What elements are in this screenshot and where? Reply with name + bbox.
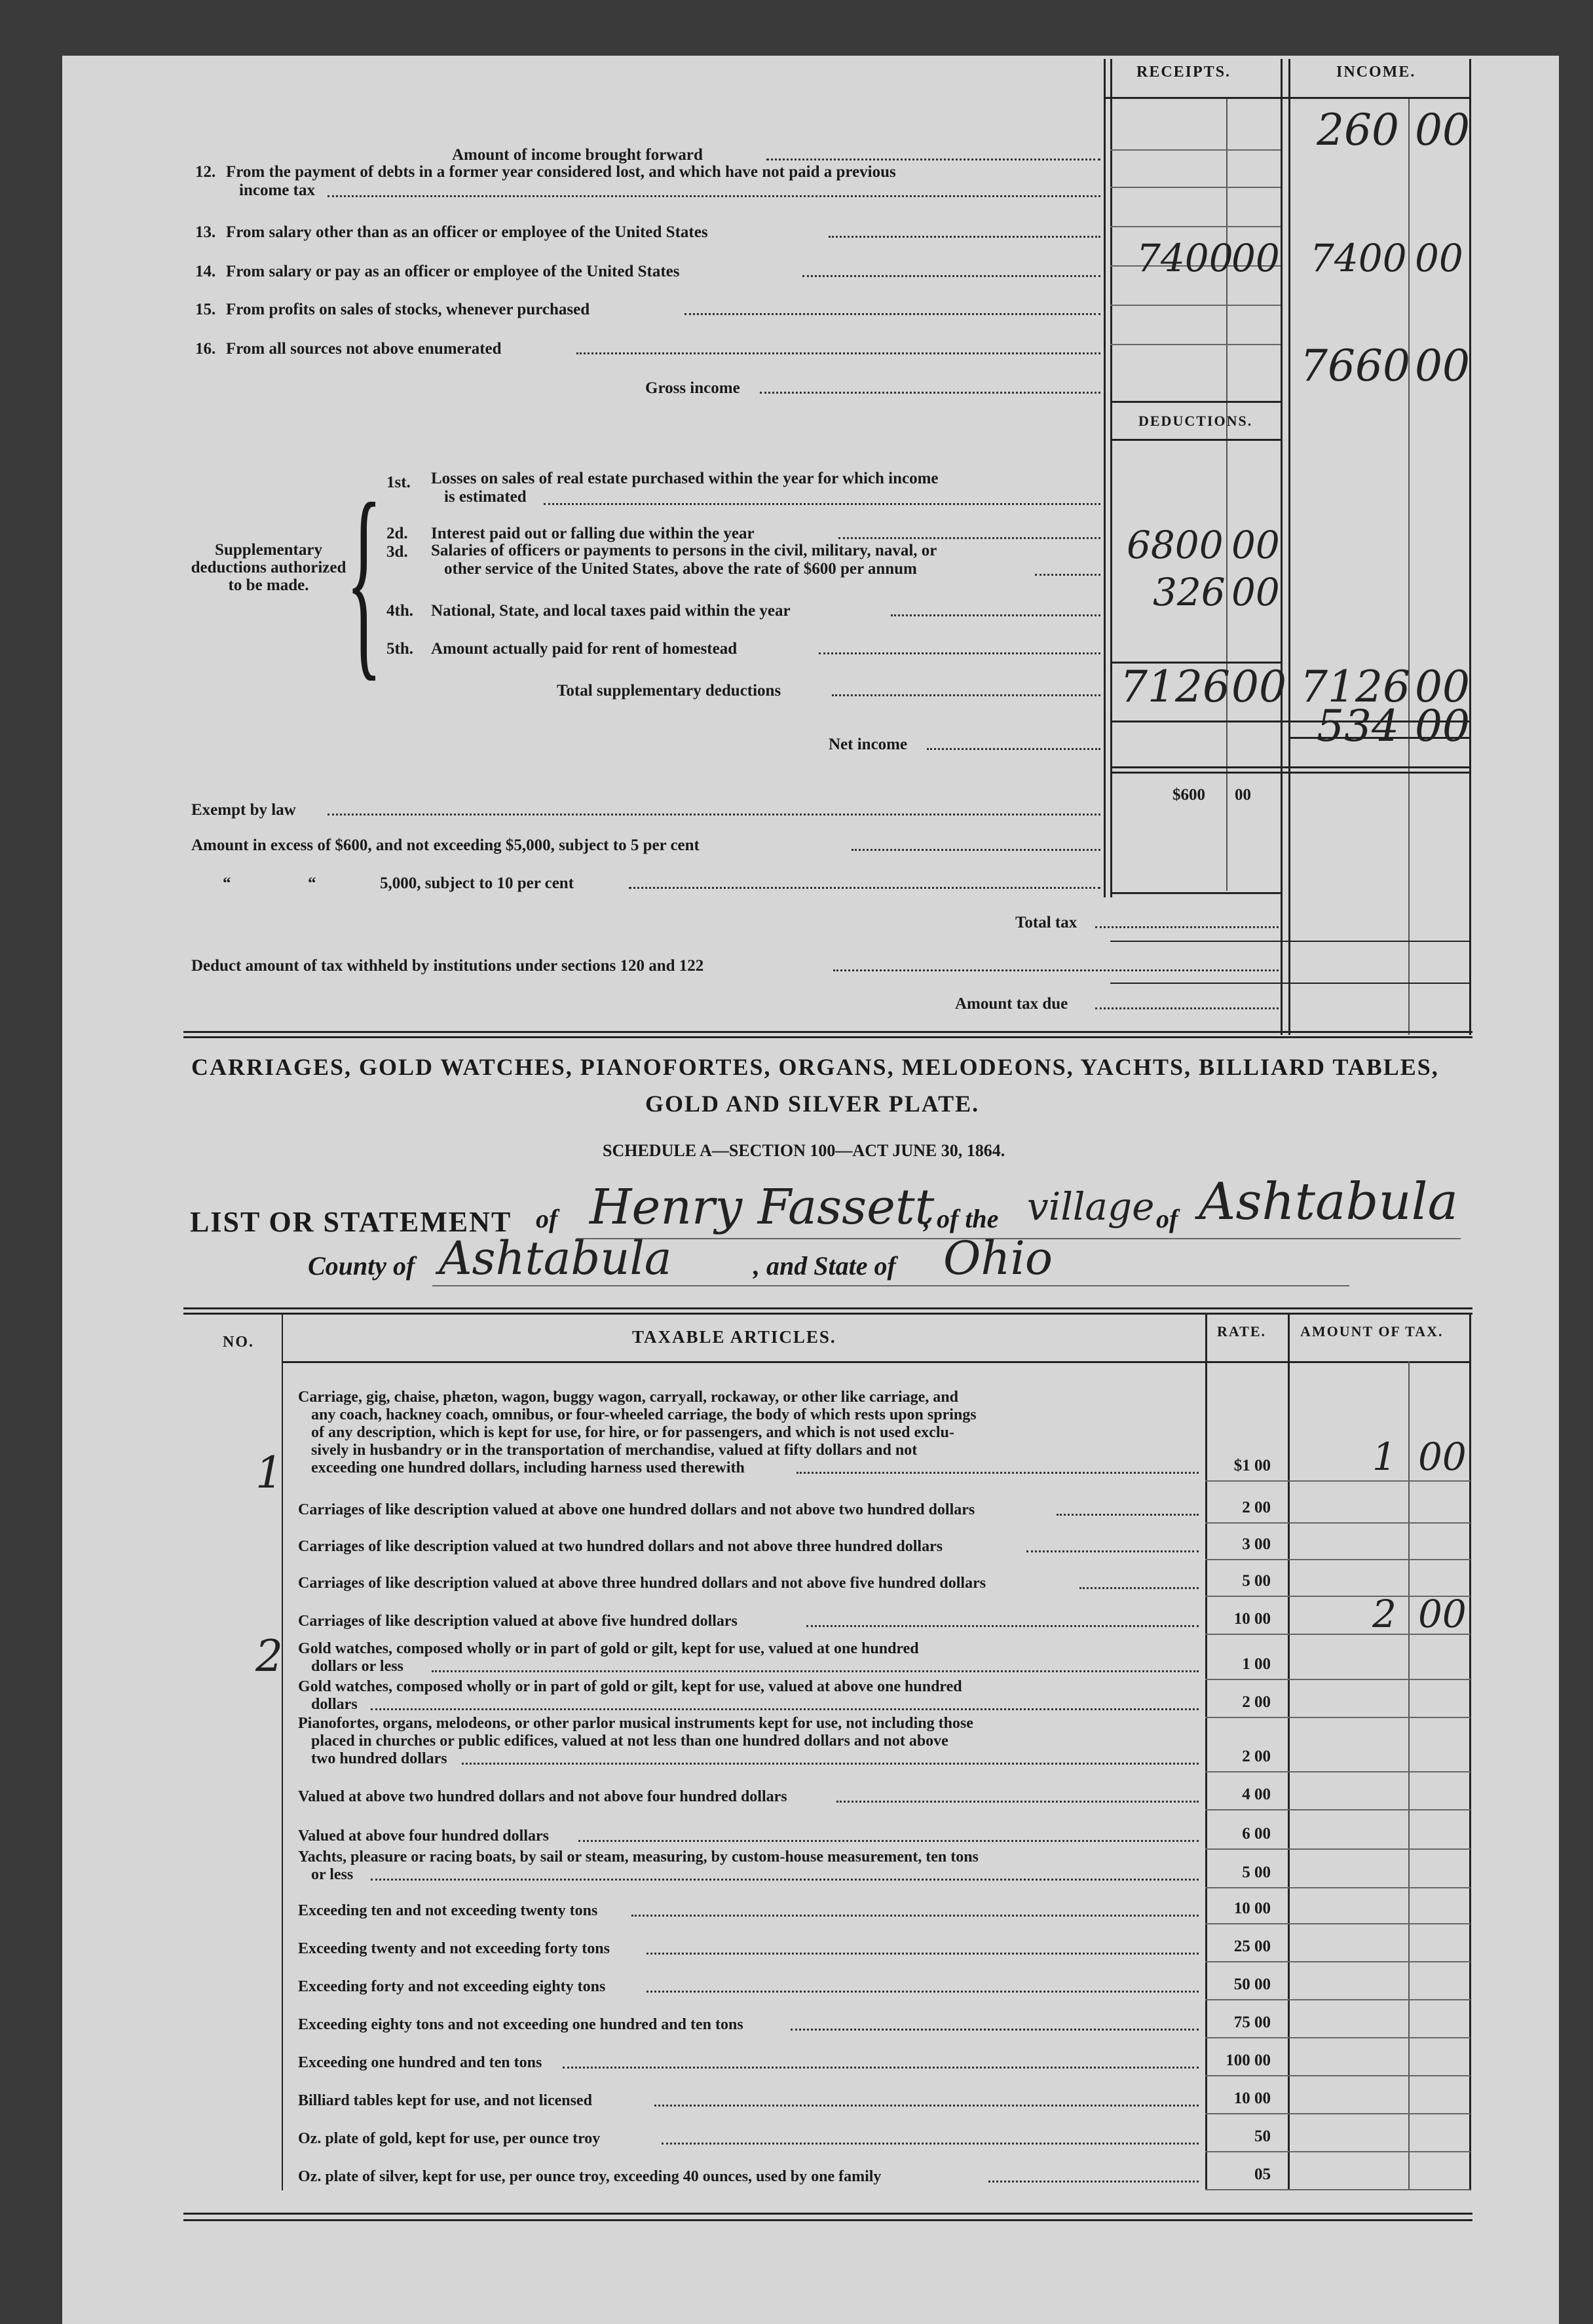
header-rule [282,1361,1471,1363]
brought-forward-cents: 00 [1415,105,1470,155]
leader [791,2029,1199,2031]
net-income-cents: 00 [1415,701,1470,751]
gross-income-label: Gross income [645,379,740,397]
article-text: Exceeding forty and not exceeding eighty tons [298,1978,606,1995]
article-text: exceeding one hundred dollars, including harness used therewith [311,1459,745,1476]
article-text: dollars or less [311,1658,403,1675]
leader [760,392,1100,394]
article-text: Gold watches, composed wholly or in part of gold or gilt, kept for use, valued at one hundred [298,1640,919,1657]
rate-value: 10 00 [1233,2090,1271,2107]
rule [1110,187,1281,188]
supp-5-number: 5th. [386,640,413,658]
of-label-1: of [536,1204,558,1233]
leader [838,537,1100,539]
supp-3-amount: 6800 [1127,523,1224,567]
leader [1079,1587,1199,1589]
supp-1-label: Losses on sales of real estate purchased within the year for which income [431,470,939,487]
amount-of-tax: 1 [1372,1434,1396,1479]
rate-value: $1 00 [1233,1457,1271,1474]
leader [833,969,1279,971]
exempt-amount: $600 [1172,786,1205,804]
supp-2-label: Interest paid out or falling due within the year [431,525,755,542]
article-text: Carriages of like description valued at two hundred dollars and not above three hundred dollars [298,1538,943,1555]
schedule-title-1: CARRIAGES, GOLD WATCHES, PIANOFORTES, ORGANS, MELODEONS, YACHTS, BILLIARD TABLES, [191,1054,1439,1080]
leader [802,275,1100,277]
amount-of-tax-cents: 00 [1418,1434,1467,1479]
total-supp-income: 7126 [1300,662,1410,712]
line12-label: From the payment of debts in a former year considered lost, and which have not paid a previous [226,163,896,181]
row-rule [1205,1961,1471,1962]
supp-3-number: 3d. [386,543,408,561]
article-text: Valued at above two hundred dollars and not above four hundred dollars [298,1788,787,1805]
leader [829,236,1100,238]
rule [1110,344,1281,345]
row-rule [1205,1771,1471,1772]
col-rule-no [282,1313,283,2190]
rule [1110,149,1281,151]
rate-value: 50 [1254,2127,1271,2145]
article-text: Exceeding ten and not exceeding twenty tons [298,1902,598,1919]
leader [544,503,1100,505]
leader [462,1763,1199,1765]
receipts-left-rule [1104,59,1106,897]
leader [1095,926,1279,928]
table-top-rule [183,1307,1472,1309]
leader [927,748,1100,750]
row-rule [1205,1717,1471,1718]
col-rate-header: RATE. [1217,1323,1266,1340]
article-text: sively in husbandry or in the transportation of merchandise, valued at fifty dollars and not [311,1442,918,1459]
row-rule [1205,2113,1471,2114]
article-text: any coach, hackney coach, omnibus, or four-wheeled carriage, the body of which rests upon springs [311,1406,977,1423]
supp-1-number: 1st. [386,474,411,491]
total-tax-label: Total tax [1015,914,1078,931]
col-rule-cents [1408,1361,1410,2190]
amount-of-tax: 2 [1372,1592,1396,1636]
rate-value: 75 00 [1233,2014,1271,2031]
table-bottom-rule [183,2213,1472,2215]
income-right-rule [1469,59,1471,1035]
supp-5-label: Amount actually paid for rent of homestead [431,640,738,658]
supp-4-number: 4th. [386,602,413,620]
supp-4-amount: 326 [1153,570,1226,614]
schedule-subtitle: SCHEDULE A—SECTION 100—ACT JUNE 30, 1864. [603,1141,1005,1160]
brace: { [346,460,383,699]
line16-label: From all sources not above enumerated [226,340,502,358]
leader [1095,1007,1279,1009]
section-divider-2 [183,1036,1472,1038]
supplementary-label: Supplementary deductions authorized to be made. [191,541,347,594]
leader [432,1670,1199,1672]
income-cents-rule [1408,98,1410,1035]
article-text: Billiard tables kept for use, and not licensed [298,2092,592,2109]
leader [371,1879,1199,1881]
place-type: village [1027,1184,1155,1229]
rate-value: 1 00 [1242,1655,1271,1673]
deduct-withheld-label: Deduct amount of tax withheld by institutions under sections 120 and 122 [191,957,704,975]
row-rule [1205,1887,1471,1888]
row-rule [1205,2151,1471,2152]
rate-value: 5 00 [1242,1864,1271,1881]
table-top-rule-2 [183,1313,1472,1315]
line14-number: 14. [195,263,216,280]
leader [684,313,1100,315]
ditto-mark-2: “ [308,874,316,892]
rate-value: 5 00 [1242,1572,1271,1590]
rule [1110,983,1471,984]
county-underline [432,1285,1349,1286]
rate-value: 4 00 [1242,1786,1271,1803]
supp-4-cents: 00 [1231,570,1280,614]
article-text: Carriages of like description valued at above one hundred dollars and not above two hundred dollars [298,1501,975,1518]
deductions-header: DEDUCTIONS. [1138,413,1253,429]
rate-value: 100 00 [1226,2052,1271,2069]
supp-4-label: National, State, and local taxes paid within the year [431,602,791,620]
leader [328,814,1100,815]
row-rule [1205,1848,1471,1850]
rule [1110,892,1282,894]
col-rule-amount [1288,1313,1290,2190]
brought-forward-label: Amount of income brought forward [452,146,703,164]
line15-label: From profits on sales of stocks, whenever purchased [226,301,590,318]
rate-value: 2 00 [1242,1748,1271,1765]
leader [766,159,1100,160]
leader [371,1708,1199,1710]
county-label: County of [308,1251,415,1281]
col-no-header: NO. [223,1334,254,1351]
income-header: INCOME. [1336,64,1416,81]
rule [1110,305,1281,306]
article-text: Exceeding one hundred and ten tons [298,2054,542,2071]
line12-number: 12. [195,163,216,181]
income-left-rule [1281,59,1283,1035]
rate-value: 05 [1254,2165,1271,2183]
excess-5pct-label: Amount in excess of $600, and not exceeding $5,000, subject to 5 per cent [191,836,700,854]
of-label-2: of [1156,1204,1178,1233]
section-divider [183,1031,1472,1033]
amount-of-tax-cents: 00 [1418,1592,1467,1636]
leader [578,1840,1199,1842]
exempt-label: Exempt by law [191,801,296,819]
net-income-label: Net income [829,736,908,753]
rate-value: 10 00 [1233,1900,1271,1917]
leader [1026,1550,1199,1552]
supp-3-label-2: other service of the United States, above the rate of $600 per annum [444,560,917,578]
total-supp-amount: 7126 [1120,662,1230,712]
county-name: Ashtabula [439,1231,672,1285]
col-articles-header: TAXABLE ARTICLES. [632,1327,836,1347]
row-rule [1205,1522,1471,1524]
rule [1110,941,1471,942]
article-text: Exceeding eighty tons and not exceeding one hundred and ten tons [298,2016,743,2033]
leader [852,849,1100,851]
leader [629,887,1100,889]
total-supp-label: Total supplementary deductions [557,682,781,700]
supp-2-number: 2d. [386,525,408,542]
article-text: Pianofortes, organs, melodeons, or other parlor musical instruments kept for use, not including those [298,1715,973,1732]
leader [328,195,1100,197]
row-rule [1205,1999,1471,2000]
rule [1110,439,1281,441]
article-text: dollars [311,1696,358,1713]
excess-10pct-label: 5,000, subject to 10 per cent [380,874,574,892]
rate-value: 50 00 [1233,1976,1271,1993]
gross-income-cents: 00 [1415,341,1470,391]
leader [796,1472,1199,1474]
row-rule [1205,2037,1471,2038]
article-text: Oz. plate of gold, kept for use, per ounce troy [298,2130,601,2147]
col-amount-header: AMOUNT OF TAX. [1300,1323,1444,1340]
leader [1057,1514,1199,1516]
leader [1035,574,1100,576]
item-number: 2 [255,1631,283,1681]
receipts-header: RECEIPTS. [1136,64,1231,81]
line14-income-cents: 00 [1415,236,1463,280]
article-text: Carriages of like description valued at above five hundred dollars [298,1613,738,1630]
row-rule [1205,1480,1471,1482]
tax-due-label: Amount tax due [955,995,1068,1013]
leader [832,694,1100,696]
rate-value: 25 00 [1233,1938,1271,1955]
article-text: Exceeding twenty and not exceeding forty tons [298,1940,610,1957]
net-income-amount: 534 [1317,701,1399,751]
article-text: Valued at above four hundred dollars [298,1827,549,1845]
item-number: 1 [255,1448,283,1498]
line14-income: 7400 [1310,236,1407,280]
line14-label: From salary or pay as an officer or employee of the United States [226,263,680,280]
supp-1-label-2: is estimated [444,488,527,506]
line15-number: 15. [195,301,216,318]
article-text: Gold watches, composed wholly or in part of gold or gilt, kept for use, valued at above one hundred [298,1678,962,1695]
total-supp-cents: 00 [1231,662,1286,712]
schedule-title-2: GOLD AND SILVER PLATE. [645,1091,980,1117]
place-name: Ashtabula [1199,1172,1459,1231]
rule [1110,401,1281,403]
col-rule-rate [1205,1313,1207,2190]
row-rule [1205,1809,1471,1810]
rate-value: 3 00 [1242,1535,1271,1553]
leader [647,1953,1199,1955]
rule [1110,226,1281,227]
row-rule [1205,2075,1471,2076]
ditto-mark-1: “ [223,874,231,892]
line16-number: 16. [195,340,216,358]
leader [576,352,1100,354]
row-rule [1205,2189,1471,2190]
article-text: placed in churches or public edifices, valued at not less than one hundred dollars and not above [311,1733,948,1750]
article-text: Oz. plate of silver, kept for use, per ounce troy, exceeding 40 ounces, used by one family [298,2168,882,2185]
leader [647,1991,1199,1993]
article-text: Carriages of like description valued at above three hundred dollars and not above five hundred dollars [298,1575,986,1592]
line13-label: From salary other than as an officer or employee of the United States [226,223,708,241]
article-text: Yachts, pleasure or racing boats, by sail or steam, measuring, by custom-house measurement, ten tons [298,1848,979,1865]
leader [662,2143,1199,2145]
row-rule [1205,1559,1471,1560]
row-rule [1205,1923,1471,1924]
article-text: or less [311,1866,354,1883]
rule [1110,772,1471,774]
income-left-rule-2 [1288,59,1290,1035]
of-the-label: , of the [924,1204,999,1233]
article-text: Carriage, gig, chaise, phæton, wagon, buggy wagon, carryall, rockaway, or other like carriage, and [298,1389,958,1406]
taxpayer-name: Henry Fassett [590,1179,935,1235]
line12-label-2: income tax [239,181,315,199]
leader [806,1625,1199,1627]
line14-receipts: 7400 [1136,236,1233,280]
line14-receipts-cents: 00 [1231,236,1280,280]
supp-3-cents: 00 [1231,523,1280,567]
state-name: Ohio [943,1231,1053,1285]
header-underline [1104,97,1471,99]
leader [819,652,1100,654]
leader [891,614,1100,616]
leader [631,1915,1199,1917]
rate-value: 2 00 [1242,1693,1271,1711]
supp-3-label: Salaries of officers or payments to persons in the civil, military, naval, or [431,542,937,559]
leader [836,1801,1199,1803]
leader [654,2105,1199,2107]
leader [563,2067,1199,2069]
list-or-statement-label: LIST OR STATEMENT [190,1206,512,1238]
article-text: two hundred dollars [311,1750,447,1767]
col-rule-right [1469,1313,1471,2190]
total-supp-income-cents: 00 [1415,662,1470,712]
brought-forward-income: 260 [1317,105,1399,155]
rule [1110,766,1471,768]
rate-value: 10 00 [1233,1610,1271,1628]
rate-value: 2 00 [1242,1499,1271,1516]
line13-number: 13. [195,223,216,241]
state-label: , and State of [753,1251,896,1281]
gross-income-amount: 7660 [1300,341,1410,391]
exempt-cents: 00 [1235,786,1251,804]
article-text: of any description, which is kept for use, for hire, or for passengers, and which is not used exclu- [311,1424,954,1441]
leader [988,2181,1199,2183]
row-rule [1205,1679,1471,1680]
table-bottom-rule-2 [183,2219,1472,2221]
rate-value: 6 00 [1242,1825,1271,1843]
